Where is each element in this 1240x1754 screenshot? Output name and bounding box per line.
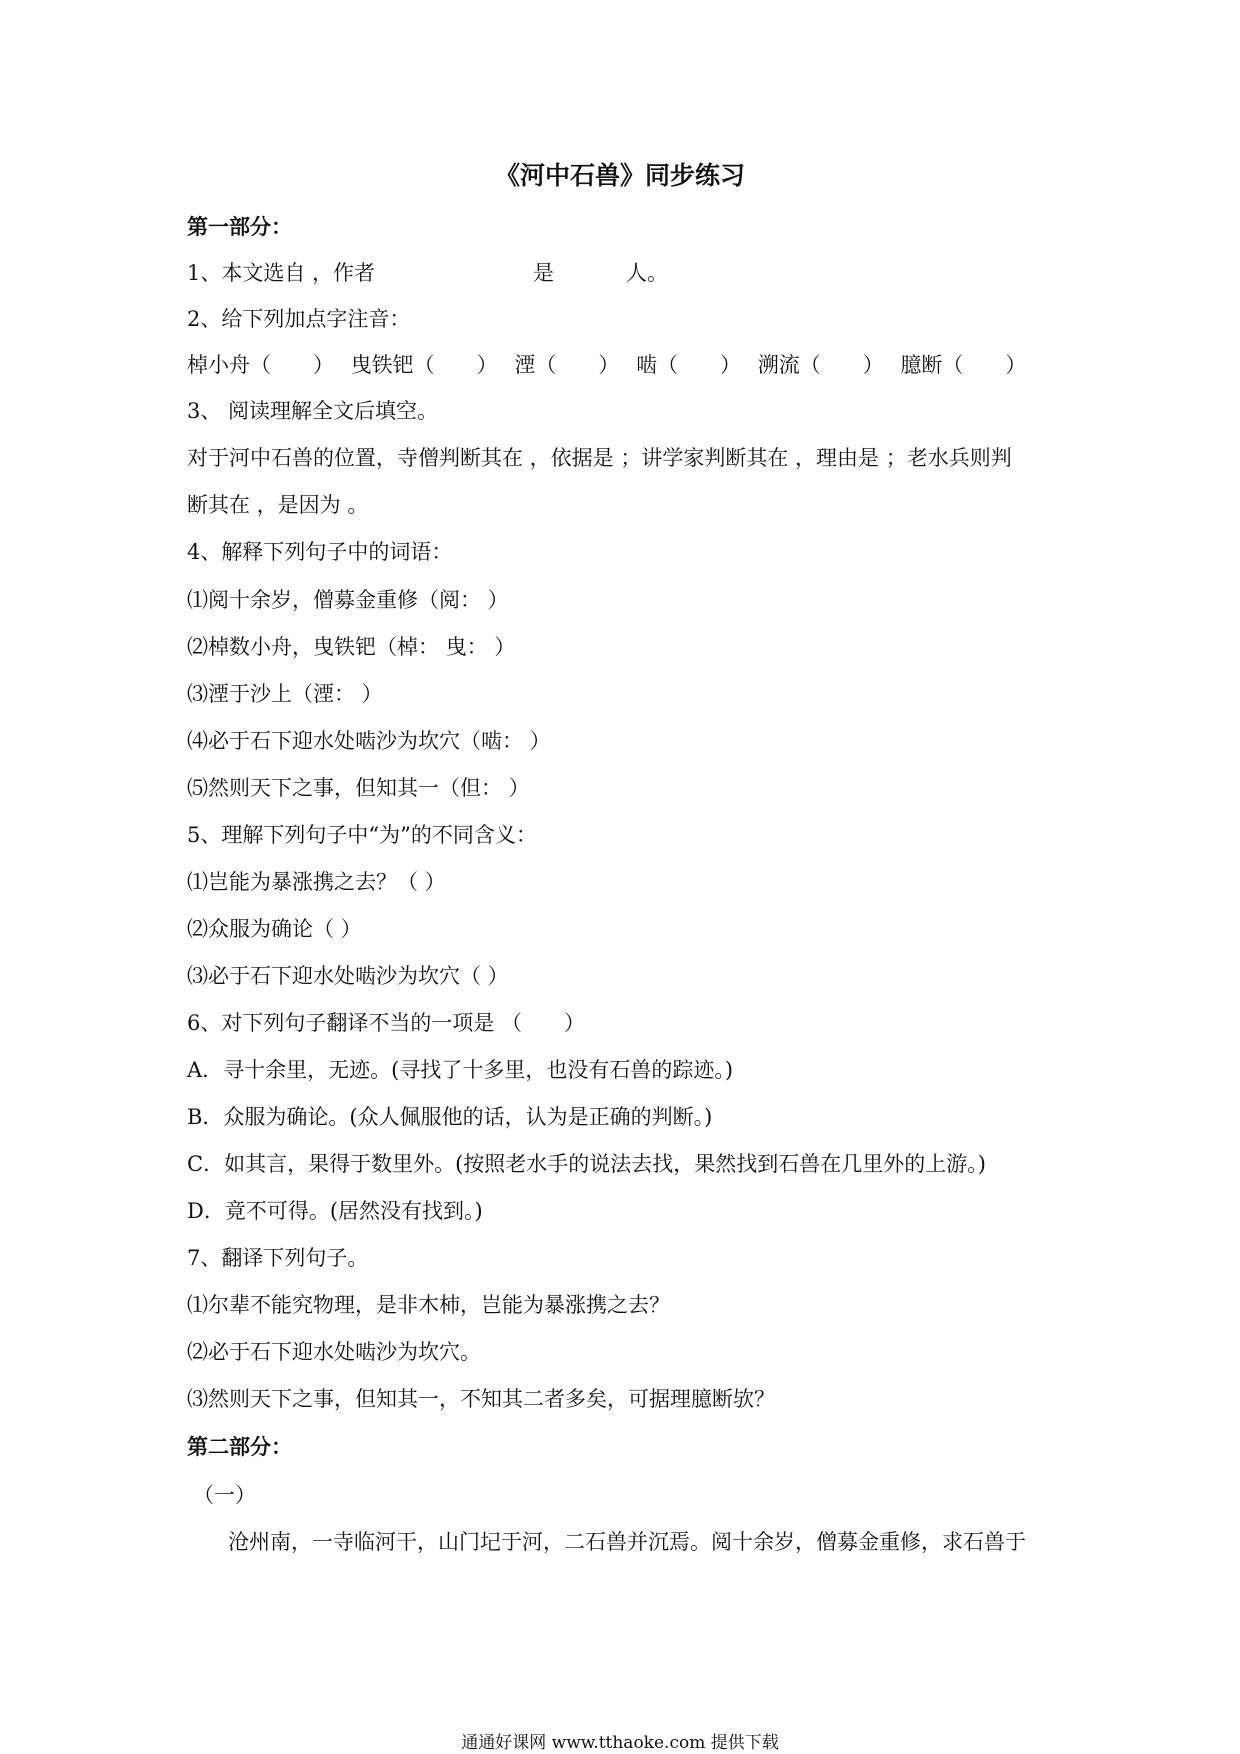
question-6-prompt: 6、对下列句子翻译不当的一项是 （ ）: [187, 1011, 586, 1035]
part2-heading: 第二部分：: [187, 1435, 292, 1459]
pinyin-item: 溯流（ ）: [757, 353, 884, 377]
question-5-prompt: 5、理解下列句子中“为”的不同含义：: [187, 823, 537, 847]
pinyin-item: 曳铁钯（ ）: [350, 353, 498, 377]
question-4-prompt: 4、解释下列句子中的词语：: [187, 540, 453, 564]
question-1-part-c: 人。: [626, 261, 669, 285]
question-4-item: ⑵棹数小舟，曳铁钯（棹： 曳： ）: [187, 635, 516, 659]
pinyin-item: 臆断（ ）: [900, 353, 1027, 377]
question-4-item: ⑸然则天下之事，但知其一（但： ）: [187, 776, 530, 800]
pinyin-item: 棹小舟（ ）: [187, 353, 334, 377]
question-7-item: ⑴尔辈不能究物理，是非木杮，岂能为暴涨携之去？: [187, 1293, 670, 1317]
question-7-item: ⑶然则天下之事，但知其一，不知其二者多矣，可据理臆断欤？: [187, 1387, 775, 1411]
question-3-line-2: 断其在 ，是因为 。: [187, 493, 369, 517]
question-4-item: ⑶湮于沙上（湮： ）: [187, 682, 383, 706]
page-title: 《河中石兽》同步练习: [494, 161, 745, 190]
part1-heading: 第一部分：: [187, 215, 292, 239]
question-2-items: [187, 350, 1067, 380]
pinyin-item: 湮（ ）: [514, 353, 620, 377]
question-5-item: ⑶必于石下迎水处啮沙为坎穴（ ）: [187, 964, 509, 988]
question-6-option-b: B．众服为确论。(众人佩服他的话，认为是正确的判断。): [187, 1105, 713, 1129]
question-4-item: ⑷必于石下迎水处啮沙为坎穴（啮： ）: [187, 729, 551, 753]
question-6-option-a: A．寻十余里，无迹。(寻找了十多里，也没有石兽的踪迹。): [187, 1058, 734, 1082]
question-2-prompt: 2、给下列加点字注音：: [187, 307, 411, 331]
question-7-prompt: 7、翻译下列句子。: [187, 1246, 369, 1270]
question-7-item: ⑵必于石下迎水处啮沙为坎穴。: [187, 1340, 481, 1364]
question-5-item: ⑴岂能为暴涨携之去？（ ）: [187, 870, 446, 894]
question-5-item: ⑵众服为确论（ ）: [187, 917, 362, 941]
part2-passage: 沧州南，一寺临河干，山门圮于河，二石兽并沉焉。阅十余岁，僧募金重修，求石兽于: [228, 1530, 1026, 1554]
page-footer: 通通好课网 www.tthaoke.com 提供下载: [461, 1733, 779, 1753]
part2-subheading: （一）: [193, 1483, 256, 1507]
question-1-part-b: 是: [533, 261, 555, 285]
pinyin-item: 啮（ ）: [636, 353, 742, 377]
question-1: [187, 258, 1067, 288]
question-4-item: ⑴阅十余岁，僧募金重修（阅： ）: [187, 588, 509, 612]
question-6-option-d: D．竟不可得。(居然没有找到。): [187, 1199, 483, 1223]
question-6-option-c: C．如其言，果得于数里外。(按照老水手的说法去找，果然找到石兽在几里外的上游。): [187, 1152, 986, 1176]
question-3-prompt: 3、 阅读理解全文后填空。: [187, 399, 439, 423]
question-3-line-1: 对于河中石兽的位置，寺僧判断其在 ，依据是 ；讲学家判断其在 ，理由是 ；老水兵则判: [187, 446, 1012, 470]
question-1-part-a: 1、本文选自 ，作者: [187, 261, 376, 285]
